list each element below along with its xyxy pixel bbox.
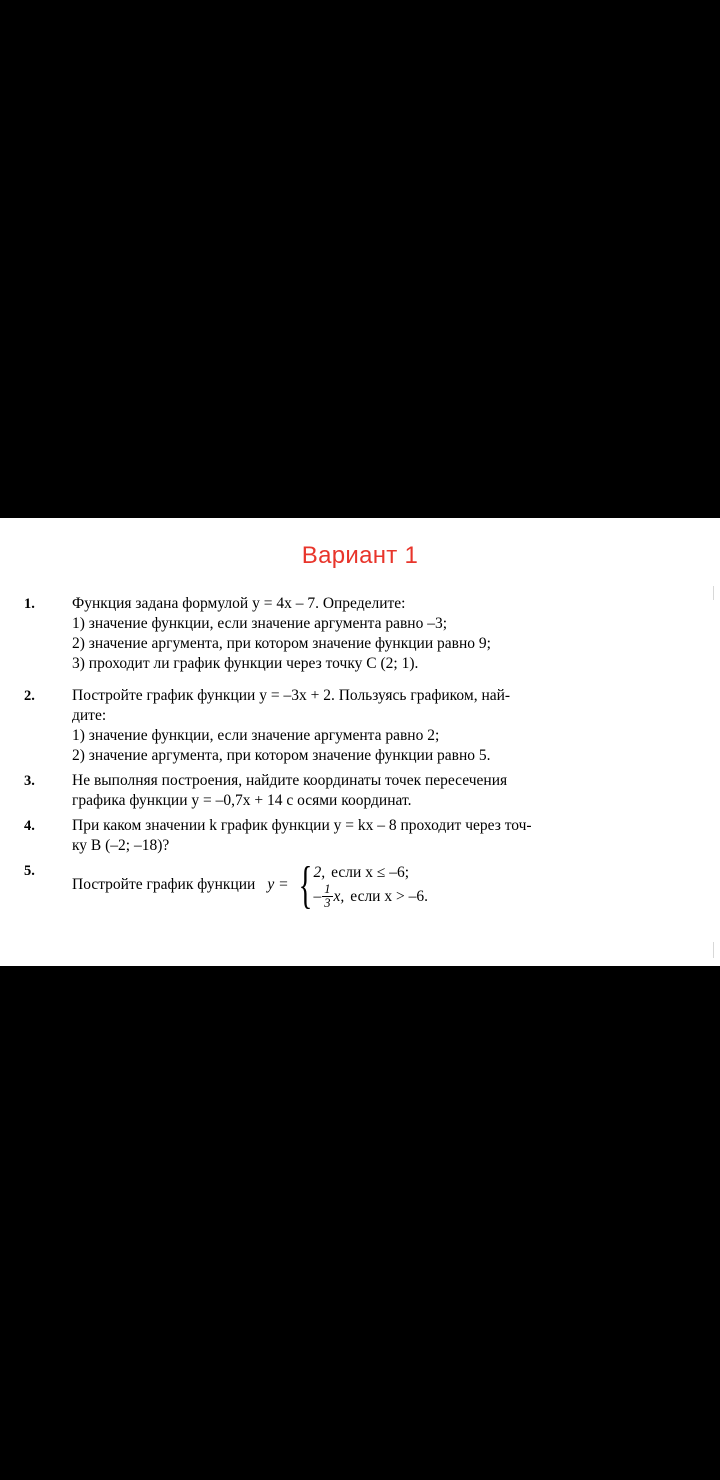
task-body <box>72 816 702 856</box>
task-line: графика функции y = –0,7x + 14 с осями координат. <box>72 792 412 809</box>
fraction-denominator: 3 <box>324 896 331 910</box>
case-value-prefix: – <box>313 887 322 905</box>
task-item <box>18 771 702 811</box>
task-line: Не выполняя построения, найдите координаты точек пересечения <box>72 772 508 789</box>
task-body <box>72 686 702 766</box>
case-value-suffix: x, <box>333 887 345 905</box>
task-item <box>18 594 702 674</box>
task-body <box>72 856 702 914</box>
piecewise-expression <box>293 856 428 914</box>
task-line: дите: <box>72 707 107 724</box>
task-body <box>72 594 702 674</box>
case-row <box>314 862 428 883</box>
fraction <box>322 883 332 909</box>
case-value: 2, <box>313 864 326 881</box>
task-number: 5. <box>24 863 35 879</box>
task-line: 1) значение функции, если значение аргумента равно 2; <box>72 727 440 744</box>
left-brace-glyph: { <box>298 856 312 914</box>
task-5-equation-lhs: y = <box>267 875 289 893</box>
task-line: 2) значение аргумента, при котором значение функции равно 5. <box>72 747 491 764</box>
task-line: Функция задана формулой y = 4x – 7. Определите: <box>72 595 406 612</box>
task-item <box>18 856 702 914</box>
page-edge-mark-top <box>713 586 714 600</box>
task-item <box>18 686 702 766</box>
task-line: 1) значение функции, если значение аргумента равно –3; <box>72 615 448 632</box>
task-line: ку B (–2; –18)? <box>72 837 170 854</box>
task-number: 1. <box>24 596 35 612</box>
task-line: 3) проходит ли график функции через точку C (2; 1). <box>72 655 419 672</box>
task-item <box>18 816 702 856</box>
task-5-lead: Постройте график функции <box>72 875 256 893</box>
task-line: Постройте график функции y = –3x + 2. Пользуясь графиком, най- <box>72 687 511 704</box>
worksheet-page <box>0 518 720 966</box>
fraction-numerator: 1 <box>324 882 331 896</box>
task-number: 2. <box>24 688 35 704</box>
task-list <box>18 594 702 914</box>
case-list <box>314 862 428 909</box>
task-5-equation-row <box>72 856 702 914</box>
task-line: 2) значение аргумента, при котором значение функции равно 9; <box>72 635 491 652</box>
page-title: Вариант 1 <box>301 542 419 569</box>
task-number: 4. <box>24 818 35 834</box>
task-body <box>72 771 702 811</box>
case-row <box>314 883 428 909</box>
case-condition: если x > –6. <box>350 887 428 905</box>
case-condition: если x ≤ –6; <box>331 864 410 881</box>
task-line: При каком значении k график функции y = kx – 8 проходит через точ- <box>72 817 532 834</box>
task-number: 3. <box>24 773 35 789</box>
page-edge-mark-bottom <box>713 942 714 958</box>
